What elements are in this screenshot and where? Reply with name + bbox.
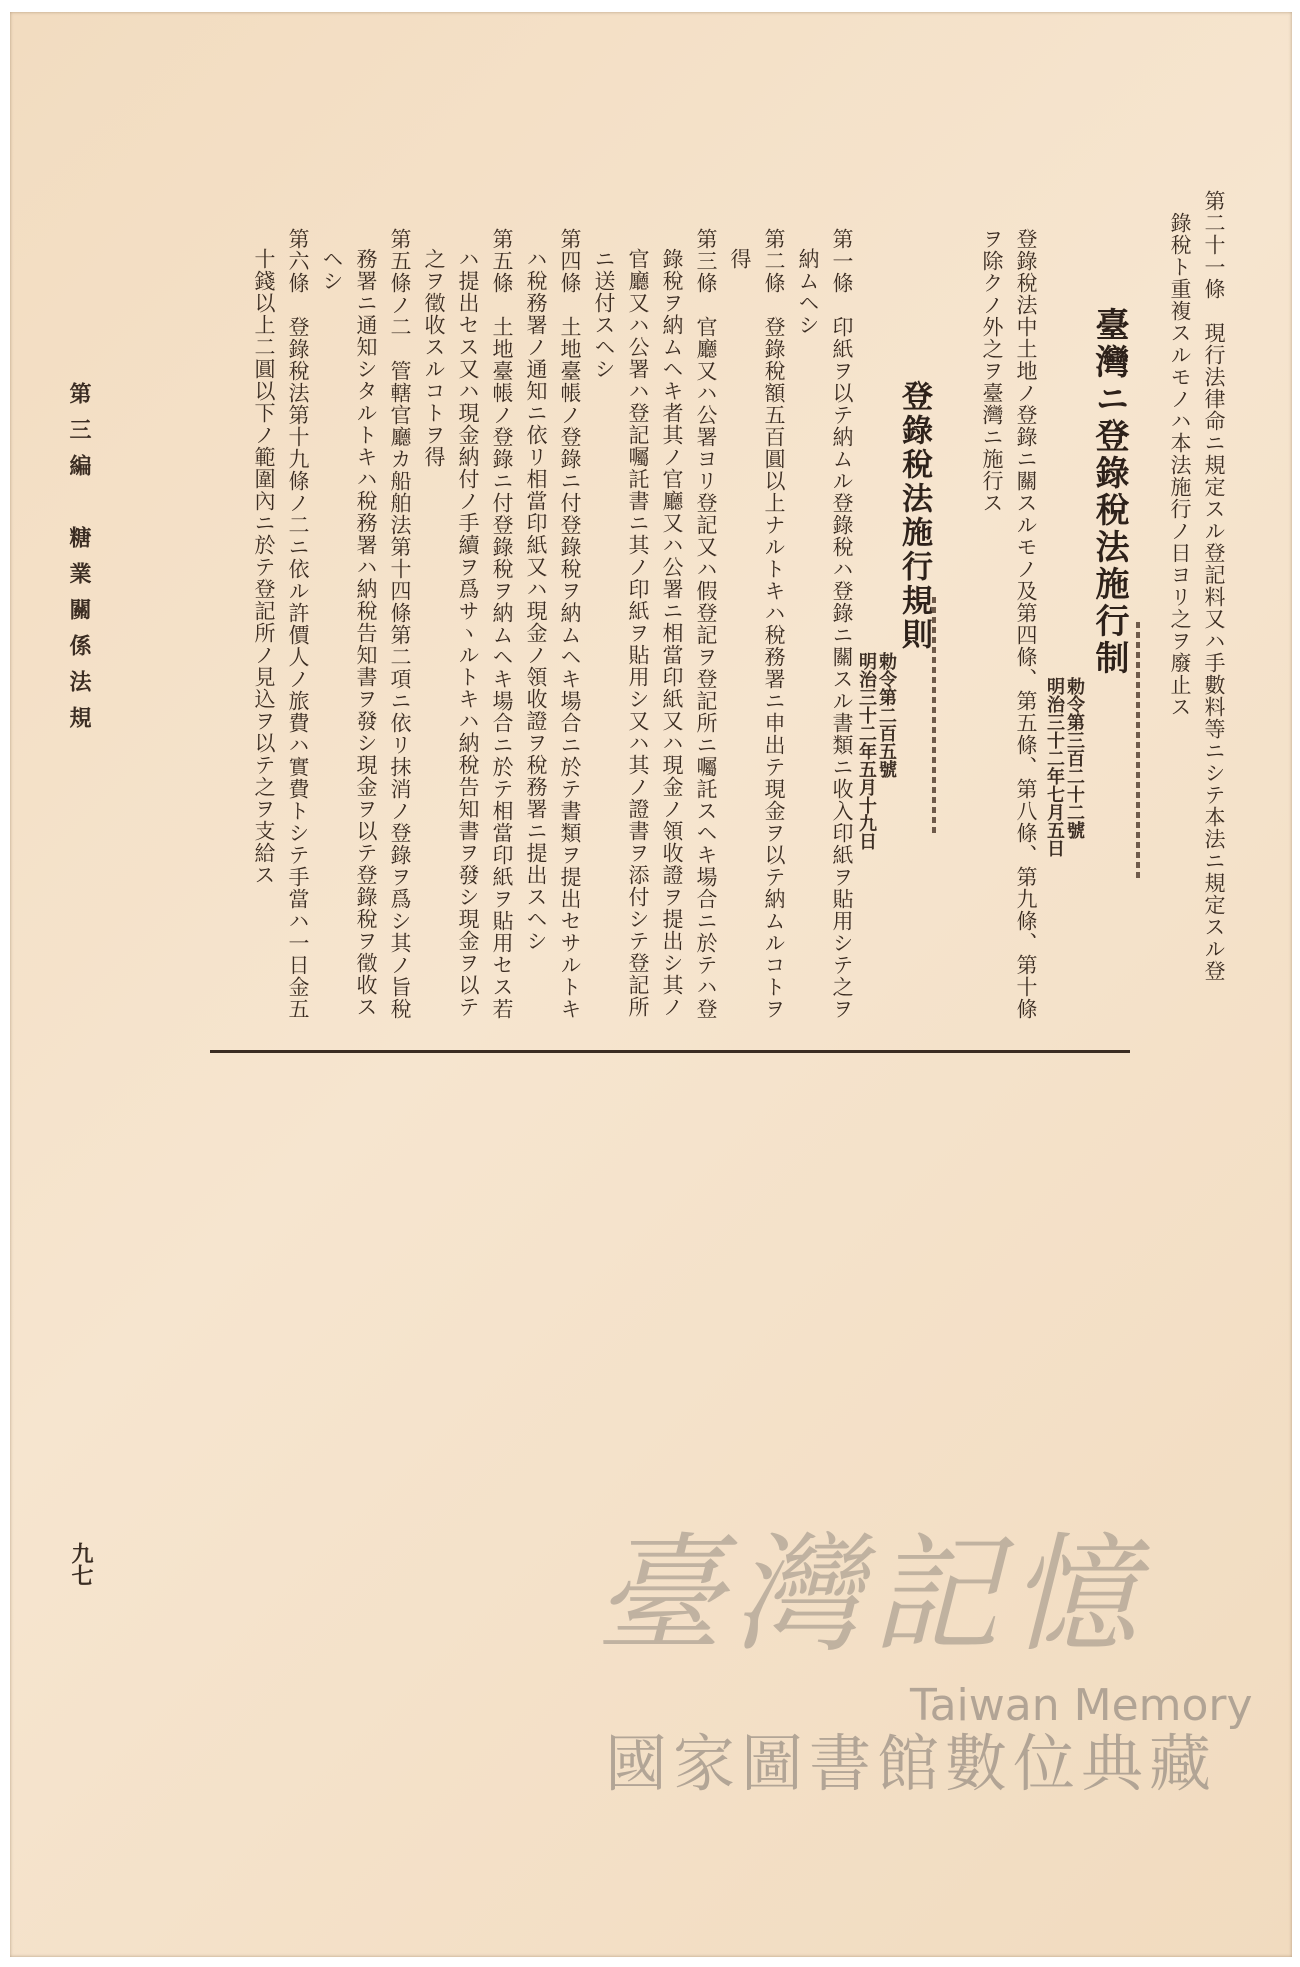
article-line: ハ提出セス又ハ現金納付ノ手續ヲ爲サヽルトキハ納稅告知書ヲ發シ現金ヲ以テ bbox=[456, 248, 480, 1018]
regulations-wavy-rule bbox=[932, 597, 936, 837]
article-line: 第五條 土地臺帳ノ登錄ニ付登錄稅ヲ納ムヘキ場合ニ於テ相當印紙ヲ貼用セス若 bbox=[490, 228, 514, 1020]
document-page bbox=[10, 12, 1292, 1957]
article-line: ヘシ bbox=[320, 248, 344, 292]
article-line: 得 bbox=[728, 248, 752, 270]
watermark-english: Taiwan Memory bbox=[910, 1680, 1253, 1731]
article-line: 第五條ノ二 管轄官廳カ船舶法第十四條第二項ニ依リ抹消ノ登錄ヲ爲シ其ノ旨稅 bbox=[388, 228, 412, 1020]
end-rule bbox=[210, 1050, 1130, 1053]
article-line: 十錢以上二圓以下ノ範圍內ニ於テ登記所ノ見込ヲ以テ之ヲ支給ス bbox=[252, 248, 276, 886]
old-law-line-2: 錄稅ト重複スルモノハ本法施行ノ日ヨリ之ヲ廢止ス bbox=[1168, 212, 1192, 718]
regulations-title: 登錄稅法施行規則 bbox=[896, 380, 932, 652]
article-line: 之ヲ徵收スルコトヲ得 bbox=[422, 248, 446, 468]
enforcement-order-title: 臺灣ニ登錄稅法施行制 bbox=[1089, 307, 1129, 677]
article-line: ハ稅務署ノ通知ニ依リ相當印紙又ハ現金ノ領收證ヲ稅務署ニ提出スヘシ bbox=[524, 248, 548, 952]
article-line: 務署ニ通知シタルトキハ稅務署ハ納稅告知書ヲ發シ現金ヲ以テ登錄稅ヲ徵收ス bbox=[354, 248, 378, 1018]
watermark-chinese: 國家圖書館數位典藏 bbox=[605, 1727, 1218, 1800]
article-line: 第六條 登錄稅法第十九條ノ二ニ依ル許價人ノ旅費ハ實費トシテ手當ハ一日金五 bbox=[286, 228, 310, 1020]
article-line: 第二條 登錄稅額五百圓以上ナルトキハ稅務署ニ申出テ現金ヲ以テ納ムルコトヲ bbox=[762, 228, 786, 1020]
page-number: 九七 bbox=[68, 1542, 94, 1586]
article-line: 第四條 土地臺帳ノ登錄ニ付登錄稅ヲ納ムヘキ場合ニ於テ書類ヲ提出セサルトキ bbox=[558, 228, 582, 1020]
enforcement-order-note-line-1: 明治三十二年七月五日 bbox=[1044, 677, 1065, 857]
regulations-note-line-2: 勅令第二百五號 bbox=[876, 652, 897, 778]
watermark-calligraphy: 臺灣記憶 bbox=[595, 1521, 1148, 1670]
article-line: 納ムヘシ bbox=[796, 248, 820, 336]
old-law-line-1: 第二十一條 現行法律命ニ規定スル登記料又ハ手數料等ニシテ本法ニ規定スル登 bbox=[1202, 190, 1226, 982]
section-footer: 第三編 糖業關係法規 bbox=[66, 382, 92, 742]
article-line: ニ送付スヘシ bbox=[592, 248, 616, 380]
regulations-note-line-1: 明治三十二年五月十九日 bbox=[856, 652, 877, 850]
article-line: 錄稅ヲ納ムヘキ者其ノ官廳又ハ公署ニ相當印紙又ハ現金ノ領收證ヲ提出シ其ノ bbox=[660, 248, 684, 1018]
enforcement-order-line-2: ヲ除クノ外之ヲ臺灣ニ施行ス bbox=[980, 228, 1004, 514]
enforcement-order-note-line-2: 勅令第三百二十二號 bbox=[1064, 677, 1085, 839]
article-line: 官廳又ハ公署ハ登記囑託書ニ其ノ印紙ヲ貼用シ又ハ其ノ證書ヲ添付シテ登記所 bbox=[626, 248, 650, 1018]
enforcement-order-line-1: 登錄稅法中土地ノ登錄ニ關スルモノ及第四條、第五條、第八條、第九條、第十條 bbox=[1014, 228, 1038, 1020]
enforcement-order-wavy-rule bbox=[1136, 622, 1140, 882]
article-line: 第一條 印紙ヲ以テ納ムル登錄稅ハ登錄ニ關スル書類ニ收入印紙ヲ貼用シテ之ヲ bbox=[830, 228, 854, 1020]
article-line: 第三條 官廳又ハ公署ヨリ登記又ハ假登記ヲ登記所ニ囑託スヘキ場合ニ於テハ登 bbox=[694, 228, 718, 1020]
